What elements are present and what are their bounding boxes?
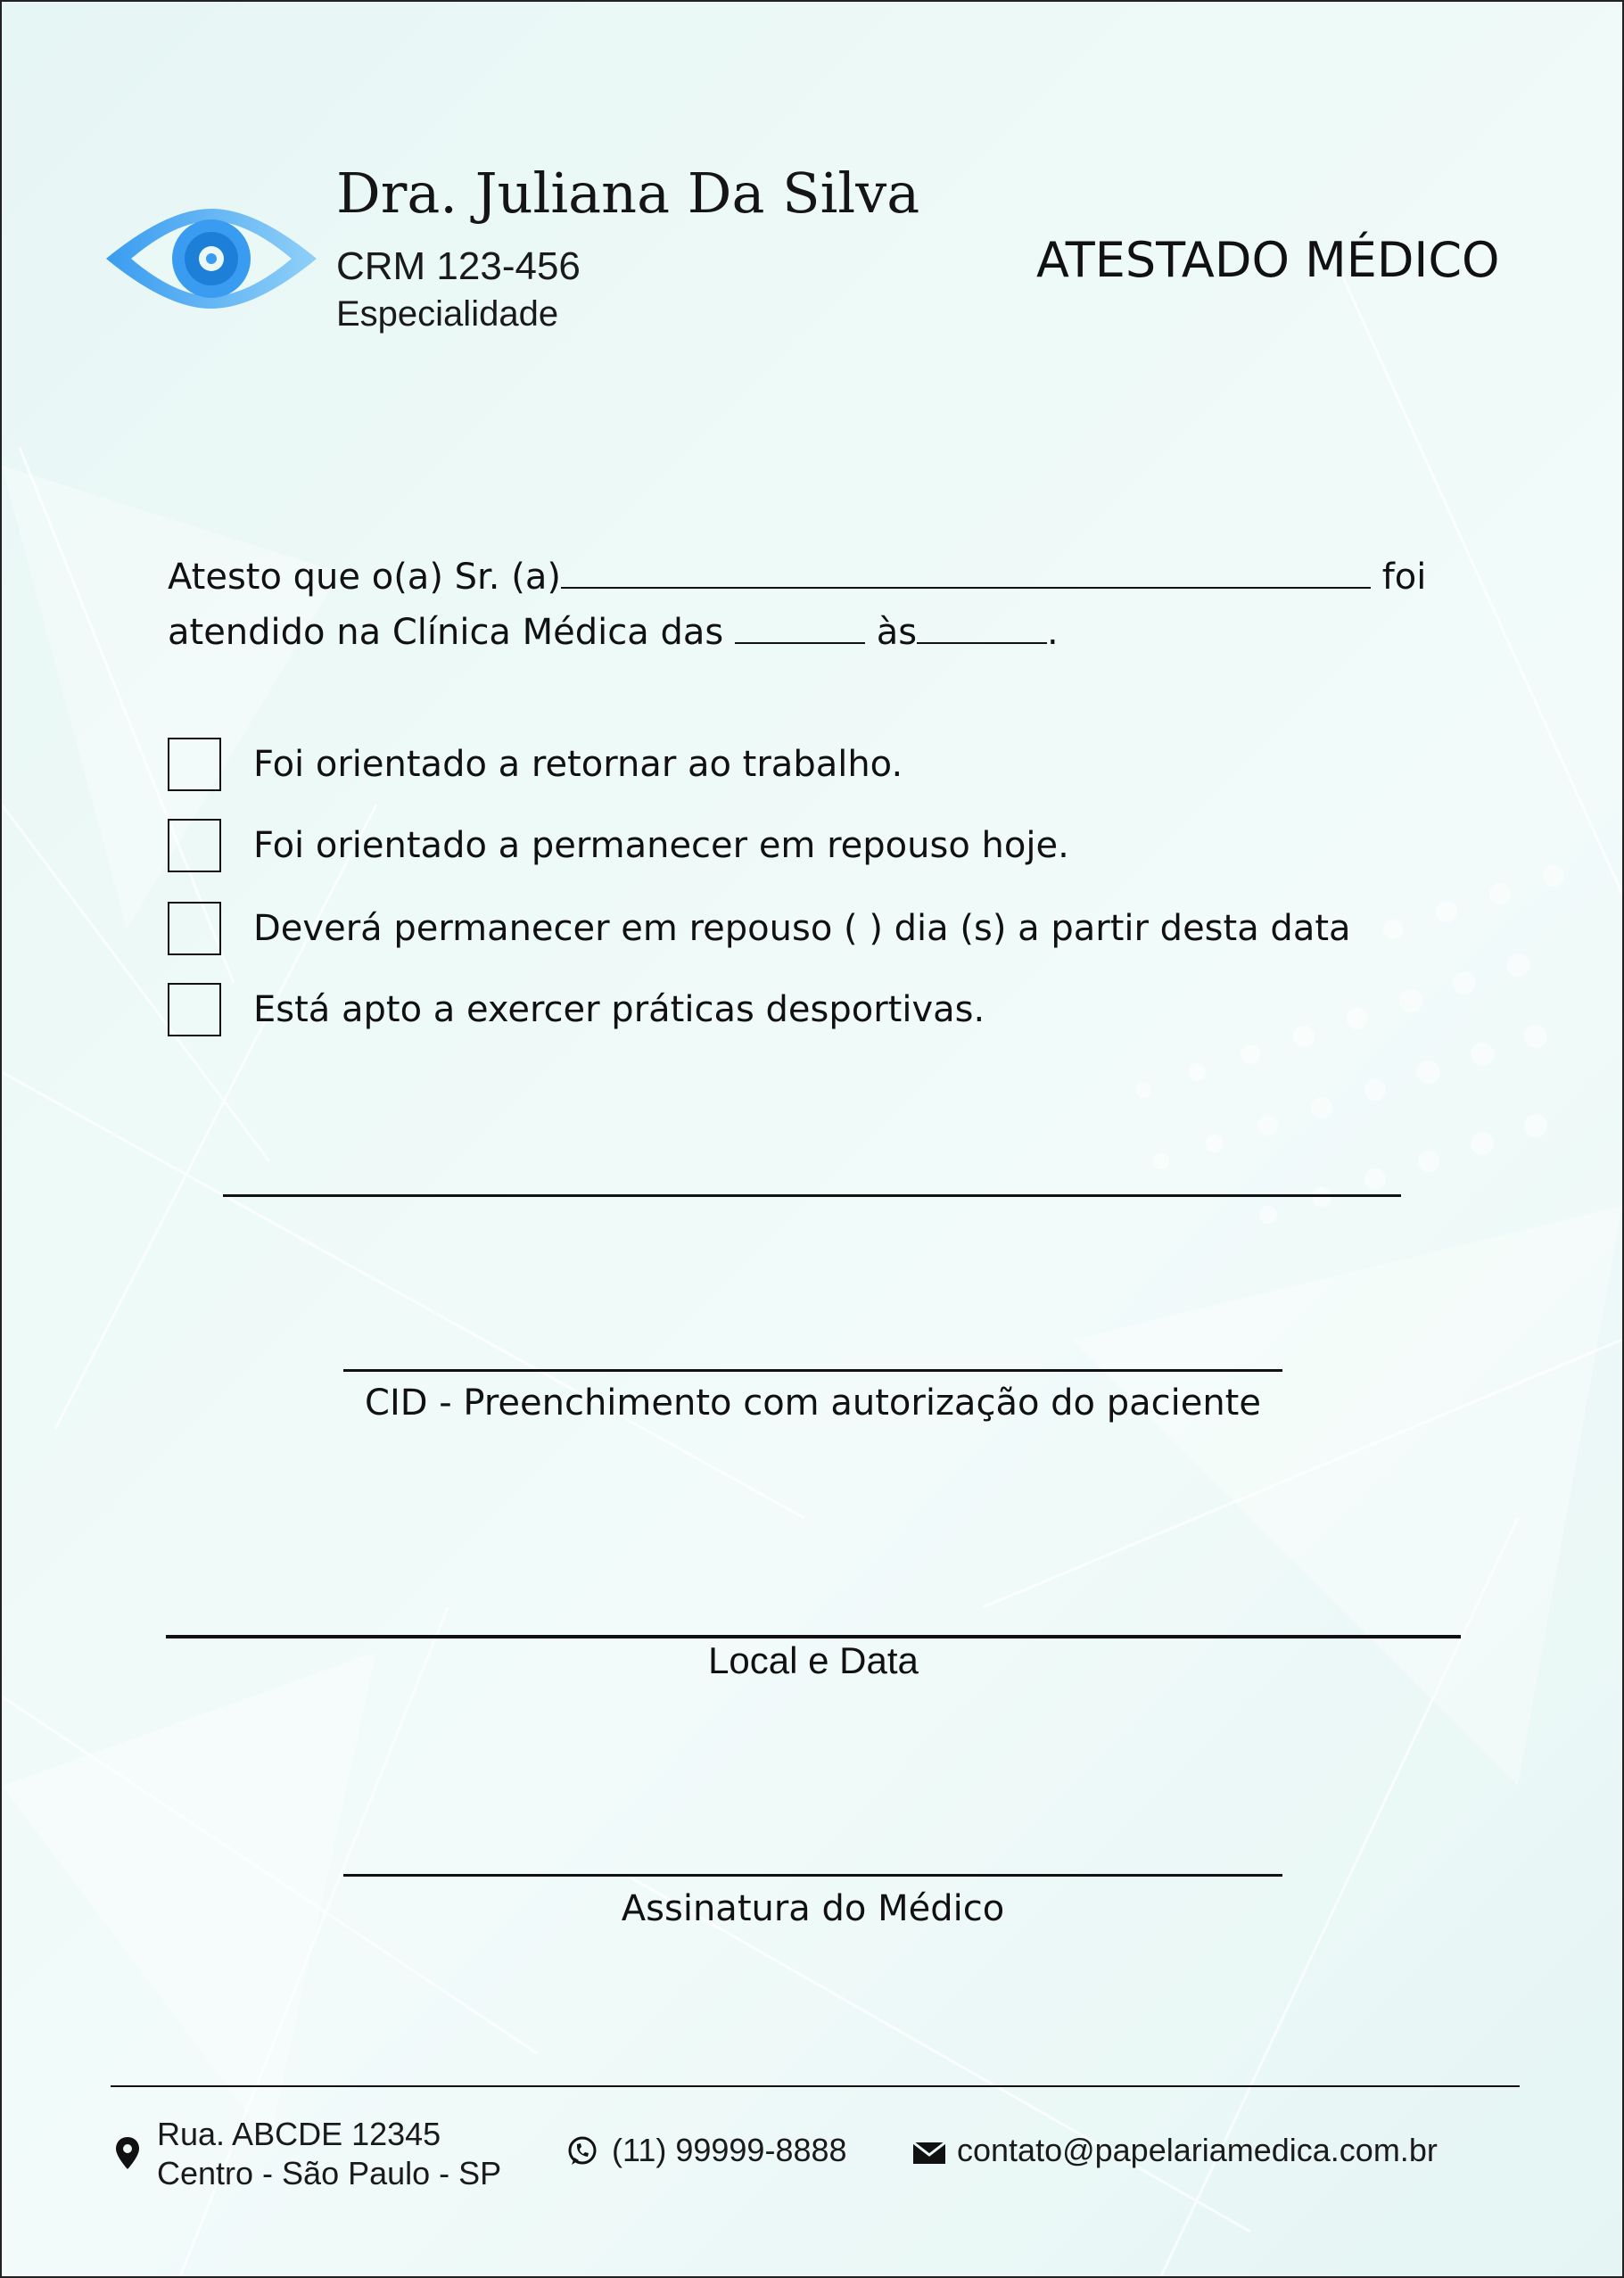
time-from-field[interactable] (735, 607, 865, 644)
patient-name-field[interactable] (561, 551, 1371, 589)
time-to-field[interactable] (917, 607, 1047, 644)
option-row (168, 982, 985, 1037)
time-separator: às (876, 612, 918, 653)
document-title: ATESTADO MÉDICO (1036, 232, 1500, 288)
local-date-line[interactable] (166, 1635, 1461, 1638)
doctor-specialty: Especialidade (336, 294, 559, 334)
clinic-time-prefix: atendido na Clínica Médica das (168, 612, 724, 653)
option-checkbox[interactable] (168, 738, 221, 791)
email-address[interactable]: contato@papelariamedica.com.br (957, 2132, 1438, 2168)
footer-divider (111, 2085, 1520, 2087)
option-checkbox[interactable] (168, 819, 221, 872)
attestation-line-1 (168, 551, 1426, 598)
attestation-prefix: Atesto que o(a) Sr. (a) (168, 557, 561, 598)
cid-line[interactable] (343, 1369, 1282, 1372)
option-label: Foi orientado a retornar ao trabalho. (253, 744, 903, 785)
eye-logo-icon (104, 209, 318, 309)
doctor-crm: CRM 123-456 (336, 244, 581, 288)
phone-number[interactable]: (11) 99999-8888 (612, 2132, 847, 2168)
option-row (168, 818, 1069, 873)
signature-caption: Assinatura do Médico (621, 1888, 1005, 1929)
local-date-caption: Local e Data (708, 1639, 919, 1681)
address-line-2: Centro - São Paulo - SP (157, 2155, 502, 2191)
option-row (168, 737, 903, 792)
whatsapp-icon (566, 2135, 598, 2167)
cid-caption: CID - Preenchimento com autorização do paciente (365, 1382, 1261, 1424)
attestation-suffix: foi (1381, 557, 1427, 598)
time-suffix: . (1047, 612, 1059, 653)
option-row (168, 901, 1351, 956)
background-pattern (2, 2, 1622, 2276)
doctor-name: Dra. Juliana Da Silva (336, 161, 920, 226)
option-checkbox[interactable] (168, 902, 221, 955)
option-checkbox[interactable] (168, 983, 221, 1036)
option-label: Está apto a exercer práticas desportivas. (253, 989, 985, 1030)
envelope-icon (913, 2142, 945, 2164)
location-pin-icon (116, 2137, 139, 2169)
signature-line[interactable] (343, 1874, 1282, 1877)
free-text-line[interactable] (223, 1194, 1401, 1197)
attestation-line-2 (168, 607, 1059, 653)
option-label: Deverá permanecer em repouso ( ) dia (s) a partir desta data (253, 908, 1351, 949)
option-label: Foi orientado a permanecer em repouso hoje. (253, 825, 1069, 866)
address-line-1: Rua. ABCDE 12345 (157, 2116, 441, 2152)
